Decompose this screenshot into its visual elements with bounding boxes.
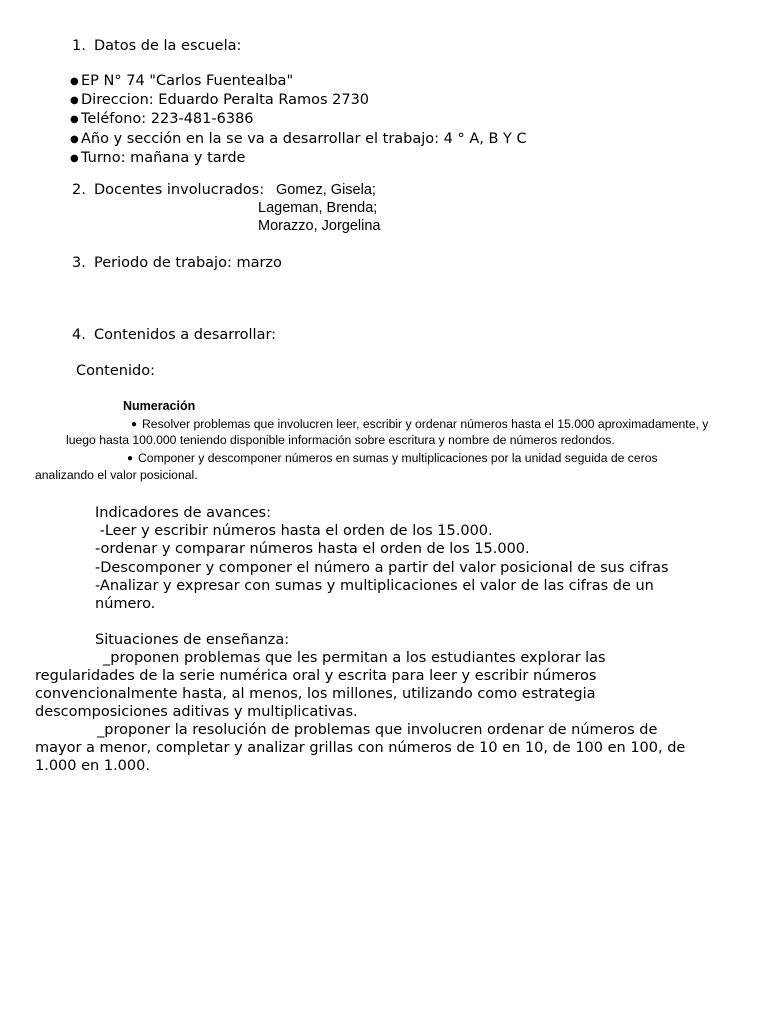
indicator-line: -ordenar y comparar números hasta el orden de los 15.000. — [95, 541, 530, 558]
section-4-number: 4. — [72, 327, 86, 343]
list-item — [70, 130, 527, 149]
teacher-2: Lageman, Brenda; — [258, 200, 378, 216]
school-shift: Turno: mañana y tarde — [81, 149, 246, 166]
teacher-1: Gomez, Gisela; — [276, 182, 376, 198]
bullet-icon: ● — [127, 453, 134, 464]
section-3-heading — [72, 254, 282, 272]
list-item — [70, 110, 527, 129]
school-phone: Teléfono: 223-481-6386 — [81, 111, 254, 128]
situaciones-para-1-line-3: convencionalmente hasta, al menos, los millones, utilizando como estrategia — [35, 686, 596, 702]
list-item — [70, 149, 527, 168]
content-bullet-2-line-1 — [127, 450, 658, 467]
bullet-icon: ● — [70, 114, 79, 126]
bullet-icon: ● — [131, 419, 138, 430]
indicator-line: número. — [95, 596, 156, 613]
content-bullet-1-text: Resolver problemas que involucren leer, escribir y ordenar números hasta el 15.000 aproximadamente, y — [142, 417, 709, 431]
indicator-line: -Leer y escribir números hasta el orden de los 15.000. — [95, 523, 493, 540]
situaciones-para-2-line-3: 1.000 en 1.000. — [35, 758, 150, 774]
situaciones-para-1-line-2: regularidades de la serie numérica oral y escrita para leer y escribir números — [35, 668, 597, 684]
teacher-3: Morazzo, Jorgelina — [258, 218, 381, 234]
section-1-number: 1. — [72, 38, 86, 54]
content-bullet-2-line-2: analizando el valor posicional. — [35, 468, 198, 482]
section-1-title: Datos de la escuela: — [94, 38, 242, 54]
indicator-line: -Descomponer y componer el número a partir del valor posicional de sus cifras — [95, 559, 669, 576]
content-bullet-2-text: Componer y descomponer números en sumas y multiplicaciones por la unidad seguida de ceros — [138, 451, 658, 465]
section-2-number: 2. — [72, 182, 86, 198]
indicator-line: -Analizar y expresar con sumas y multiplicaciones el valor de las cifras de un — [95, 577, 654, 594]
bullet-icon: ● — [70, 133, 79, 145]
situaciones-para-2-line-2: mayor a menor, completar y analizar grillas con números de 10 en 10, de 100 en 100, de — [35, 740, 686, 756]
bullet-icon: ● — [70, 152, 79, 164]
bullet-icon: ● — [70, 95, 79, 107]
indicadores-section — [95, 504, 735, 613]
school-data-list — [70, 72, 527, 168]
indicadores-title: Indicadores de avances: — [95, 505, 271, 521]
list-item — [70, 72, 527, 91]
section-4-title: Contenidos a desarrollar: — [94, 327, 277, 343]
list-item — [70, 91, 527, 110]
section-1-heading — [72, 37, 241, 55]
section-3-number: 3. — [72, 255, 86, 271]
numeracion-subheading: Numeración — [123, 399, 196, 413]
content-bullet-1-line-1 — [131, 416, 708, 433]
school-name: EP N° 74 "Carlos Fuentealba" — [81, 73, 294, 89]
section-4-heading — [72, 326, 276, 344]
situaciones-para-1-line-1: _proponen problemas que les permitan a los estudiantes explorar las — [103, 650, 606, 666]
section-2-heading — [72, 181, 264, 199]
situaciones-title: Situaciones de enseñanza: — [95, 632, 290, 648]
section-3-title: Periodo de trabajo: marzo — [94, 255, 282, 271]
content-bullet-1-line-2: luego hasta 100.000 teniendo disponible información sobre escritura y nombre de números redondos. — [66, 433, 615, 447]
bullet-icon: ● — [70, 76, 79, 87]
contenido-label: Contenido: — [76, 363, 155, 379]
school-grade-section: Año y sección en la se va a desarrollar el trabajo: 4 ° A, B Y C — [81, 130, 527, 147]
section-2-title: Docentes involucrados: — [94, 182, 265, 198]
situaciones-para-1-line-4: descomposiciones aditivas y multiplicativas. — [35, 704, 358, 720]
school-address: Direccion: Eduardo Peralta Ramos 2730 — [81, 92, 370, 109]
situaciones-para-2-line-1: _proponer la resolución de problemas que involucren ordenar de números de — [97, 722, 658, 738]
